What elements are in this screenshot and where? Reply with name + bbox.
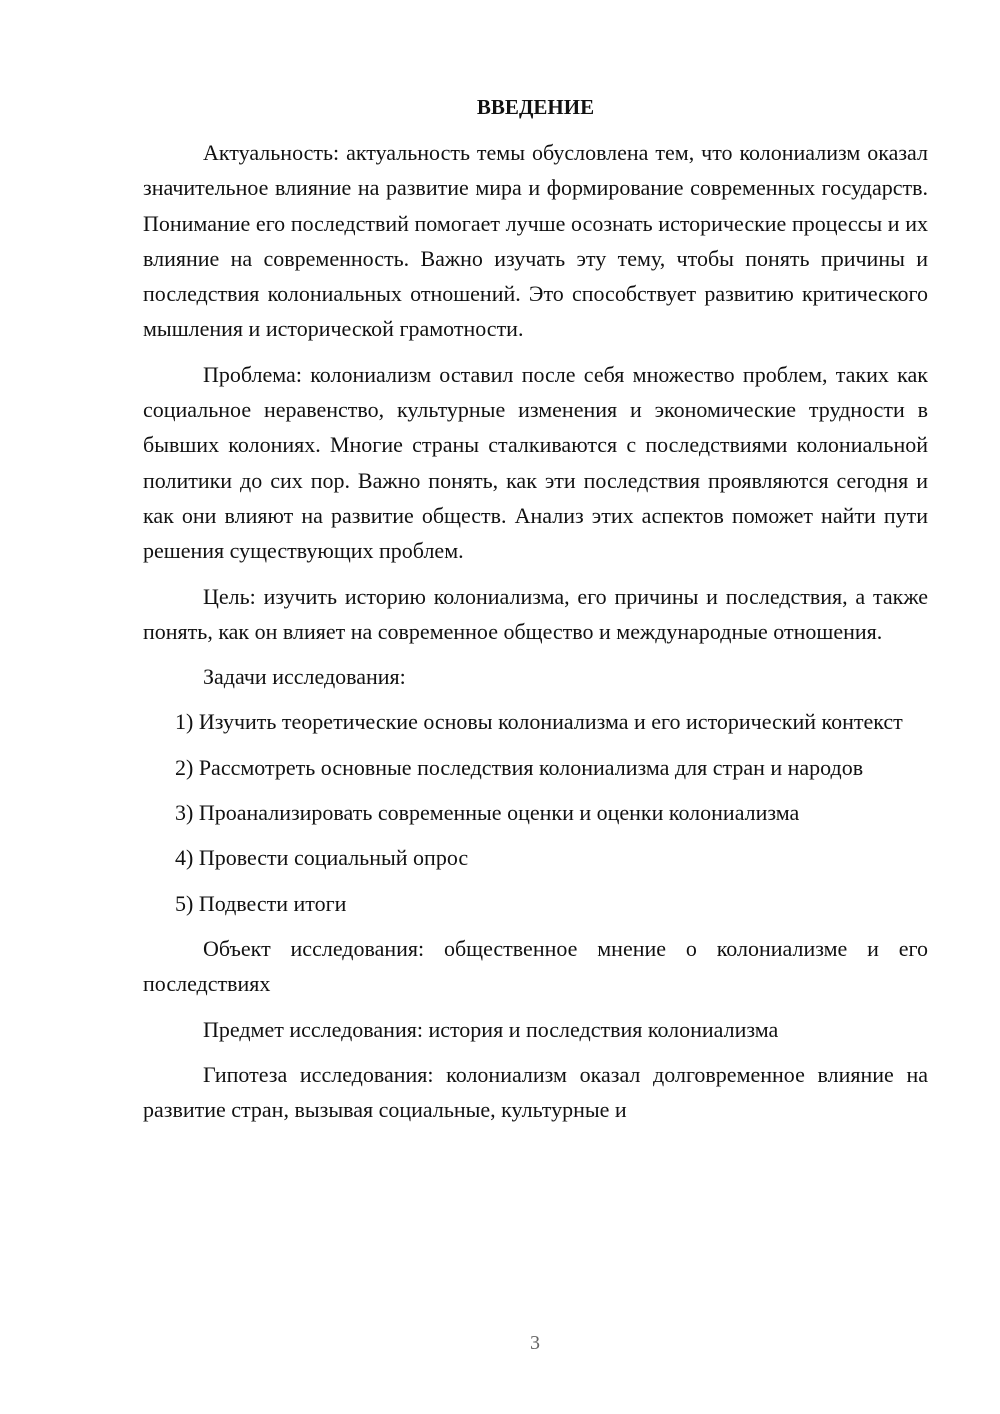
paragraph-problem: Проблема: колониализм оставил после себя множество проблем, таких как социальное неравенство, культурные изменения и экономические трудности в бывших колониях. Многие страны сталкиваются с последствиями колониальной политики до сих пор. Важно понять, как эти последствия проявляются сегодня и как они влияют на развитие обществ. Анализ этих аспектов поможет найти пути решения существующих проблем. (143, 361, 928, 564)
paragraph-hypothesis: Гипотеза исследования: колониализм оказал долговременное влияние на развитие стран, вызывая социальные, культурные и (143, 1061, 928, 1123)
section-title: ВВЕДЕНИЕ (476, 95, 595, 119)
paragraph-relevance: Актуальность: актуальность темы обусловлена тем, что колониализм оказал значительное влияние на развитие мира и формирование современных государств. Понимание его последствий помогает лучше осознать исторические процессы и их влияние на современность. Важно изучать эту тему, чтобы понять причины и последствия колониальных отношений. Это способствует развитию критического мышления и исторической грамотности. (143, 140, 928, 342)
task-item-4: 4) Провести социальный опрос (175, 845, 469, 871)
task-item-5: 5) Подвести итоги (175, 890, 347, 916)
task-item-2: 2) Рассмотреть основные последствия колониализма для стран и народов (175, 754, 864, 780)
paragraph-goal: Цель: изучить историю колониализма, его причины и последствия, а также понять, как он влияет на современное общество и международные отношения. (143, 583, 928, 644)
paragraph-tasks-heading: Задачи исследования: (203, 664, 406, 690)
paragraph-subject: Предмет исследования: история и последствия колониализма (203, 1016, 779, 1042)
page-number: 3 (530, 1332, 540, 1354)
task-item-3: 3) Проанализировать современные оценки и оценки колониализма (175, 800, 800, 826)
task-item-1: 1) Изучить теоретические основы колониализма и его исторический контекст (175, 709, 903, 735)
paragraph-object: Объект исследования: общественное мнение о колониализме и его последствиях (143, 935, 928, 997)
page-content (143, 90, 928, 1137)
